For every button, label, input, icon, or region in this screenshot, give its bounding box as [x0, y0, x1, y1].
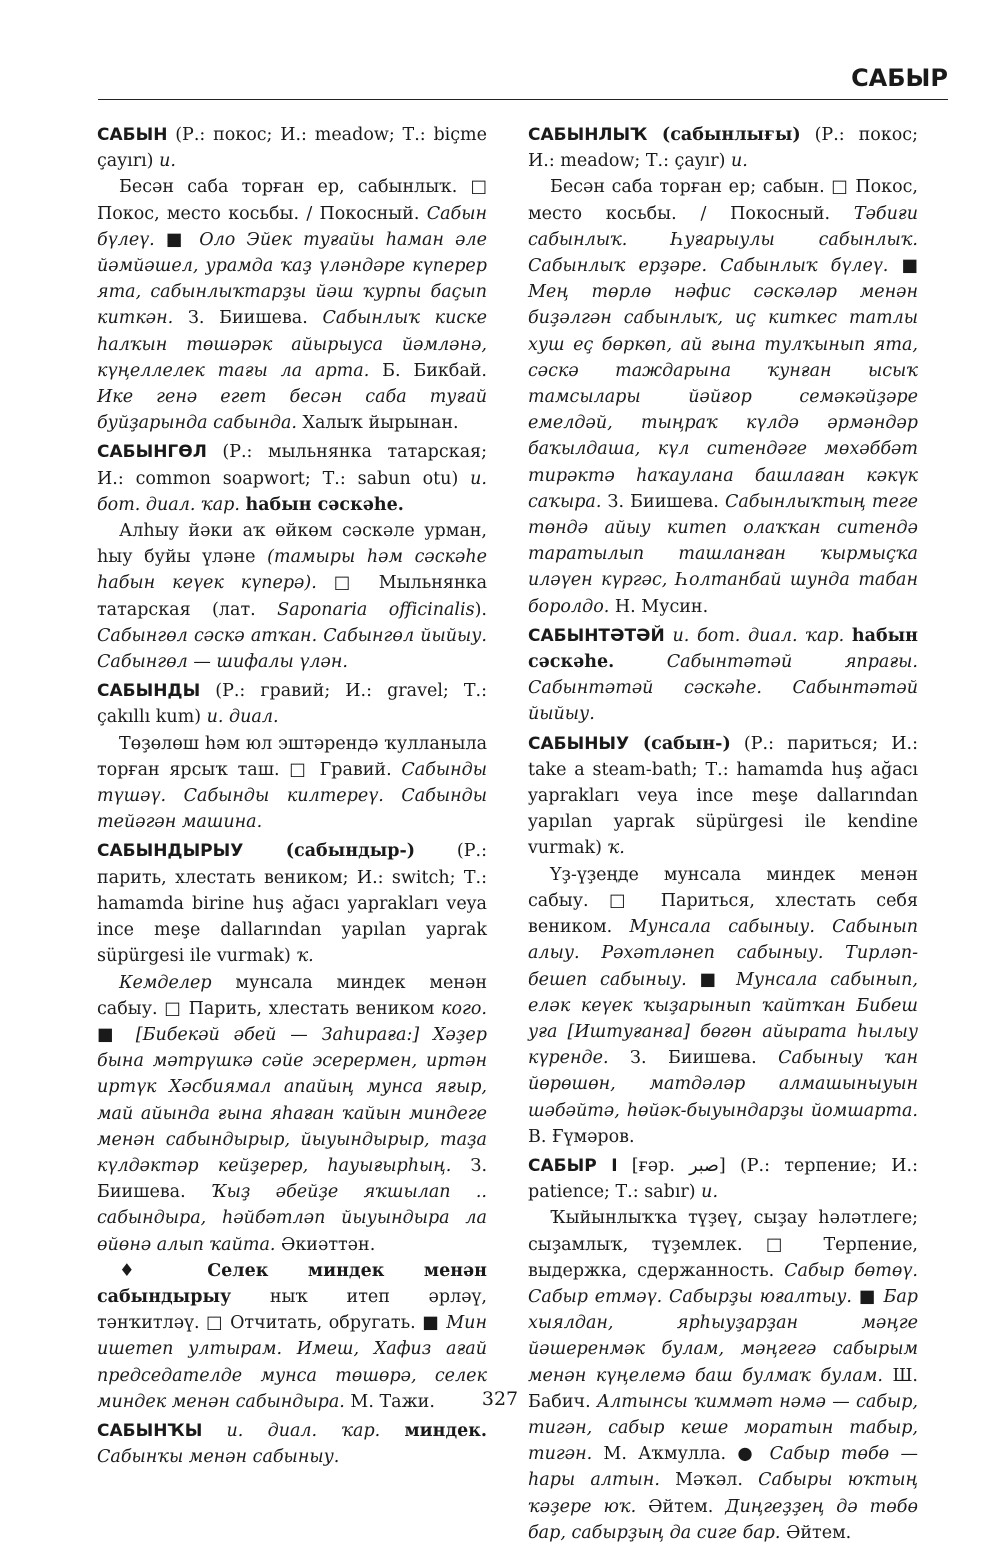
- stem-form: (сабынлығы): [647, 125, 801, 145]
- entry-head: [528, 1153, 918, 1205]
- source: Ш. Бабич.: [528, 1365, 918, 1412]
- entry-head: [97, 678, 487, 730]
- source: В. Ғүмәров.: [528, 1126, 635, 1147]
- headword: САБЫНЫУ: [528, 733, 630, 754]
- entry-sabynky: [97, 1418, 487, 1470]
- entry-sabyndy: [97, 678, 487, 835]
- grammar-label: и. диал. ҡар.: [202, 1420, 405, 1441]
- source: Н. Мусин.: [609, 596, 709, 617]
- source: Әйтем.: [636, 1496, 726, 1517]
- grammar-label: и.: [159, 151, 176, 172]
- header-rule: [98, 99, 948, 100]
- entry-head: [528, 623, 918, 728]
- translations: (Р.: покос; И.: meadow; Т.: çayır): [528, 125, 918, 172]
- square-marker: ■: [888, 256, 918, 277]
- entry-sabyntatay: [528, 623, 918, 728]
- arabic-word: صبر: [689, 1155, 719, 1176]
- quote: Сабыныу ҡан йөрөшөн, матдәләр алмашыныуын шәбәйтә, һөйәк-быуындарҙы йомшарта.: [528, 1048, 918, 1121]
- quote: Алтынсы ҡиммәт нәмә — сабыр, тигән, сабыр кеше моратын табыр, тигән.: [528, 1391, 918, 1465]
- square-marker: ■: [852, 1286, 884, 1307]
- example: Мунсала сабыныу. Сабынып алыу. Рәхәтләнеп сабыныу. Тирләп-бешеп сабыныу.: [528, 917, 918, 990]
- etymology: [ғәр.: [617, 1155, 690, 1176]
- definition: Ҡыйынлыҡҡа түҙеү, сыҙау һәләтлеге; сыҙамлыҡ, түҙемлек. □ Терпение, выдержка, сдержанность.: [528, 1208, 918, 1281]
- entry-body: [97, 518, 487, 675]
- headword: САБЫНТӘТӘЙ: [528, 625, 665, 646]
- definition: Төҙөлөш һәм юл эштәрендә ҡулланыла торған ярсыҡ таш. □ Гравий.: [97, 733, 487, 780]
- quote: Ике генә егет бесән саба туғай буйҙарында сабында.: [97, 387, 487, 434]
- quote: Сабынлыҡ киске һалҡын төшәрәк айырыуса йәмләнә, күңеллелек тағы ла арта.: [97, 308, 487, 381]
- cross-reference: һабын сәскәһе.: [528, 625, 918, 673]
- source: Әкиәттән.: [275, 1234, 376, 1255]
- example: Сабын бүлеү.: [97, 203, 487, 250]
- latin-name: Saponaria officinalis: [277, 599, 475, 620]
- grammar-label: ҡ.: [607, 838, 625, 859]
- definition: мунсала миндек менән сабыу. □ Парить, хлестать веником: [97, 972, 487, 1019]
- entry-head: [528, 122, 918, 174]
- entry-body: [528, 1205, 918, 1546]
- grammar-label: ҡ.: [296, 946, 314, 967]
- definition: Алһыу йәки аҡ өйкөм сәскәле урман, һыу буйы үләне: [97, 521, 487, 568]
- definition: ).: [474, 599, 487, 620]
- source: Әйтем.: [780, 1522, 852, 1543]
- translations: (Р.: париться; И.: take a steam-bath; Т.: hamamda huş ağacı yaprakları veya ince meşe dallarından yapılan yaprak süpürgesi ile kendine vurmak): [528, 733, 918, 859]
- translations: (Р.: парить, хлестать веником; И.: switch; Т.: hamamda birine huş ağacı yaprakları veya ince meşe dallarından yapılan yaprak süpürgesi ile vurmak): [97, 841, 487, 967]
- square-marker: ■: [686, 969, 737, 990]
- proverb: Диңгеҙҙең дә төбө бар, сабырҙың да сиге бар.: [528, 1496, 918, 1543]
- example: Тәбиғи сабынлыҡ. Һуғарыулы сабынлыҡ. Сабынлыҡ ерҙәре. Сабынлыҡ бүлеү.: [528, 203, 918, 277]
- translations: ] (Р.: терпение; И.: patience; Т.: sabır): [528, 1155, 918, 1203]
- source: З. Биишева.: [173, 308, 323, 329]
- bullet-icon: ●: [737, 1444, 770, 1465]
- square-marker: ■: [415, 1313, 447, 1334]
- entry-head: [97, 439, 487, 518]
- grammar-label: и.: [701, 1182, 719, 1203]
- page-number: 327: [481, 1388, 519, 1410]
- source: З. Биишева.: [97, 1155, 488, 1203]
- example: Сабынгөл сәскә атҡан. Сабынгөл йыйыу. Сабынгөл — шифалы үлән.: [97, 625, 487, 673]
- quote: Бар хыялдан, ярһыуҙарҙан мәңге йәшеренмәк булам, мәңгегә сабырым менән күңелемә баш булмаҡ булам.: [528, 1286, 918, 1386]
- stem-form: (сабындыр-): [243, 841, 416, 862]
- entry-sabynyu: [528, 731, 918, 1150]
- right-column: [528, 122, 918, 1549]
- headword: САБЫНДЫ: [97, 681, 201, 702]
- quote: Мин ишетеп ултырам. Имеш, Хафиз ағай председателде мунса төшөрә, селек миндек менән сабындыра.: [97, 1313, 487, 1412]
- headword: САБЫНҠЫ: [97, 1420, 203, 1441]
- entry-body: [528, 174, 918, 619]
- stem-form: (сабын-): [629, 733, 731, 754]
- diamond-icon: ♦: [119, 1260, 208, 1281]
- source: М. Аҡмулла.: [592, 1444, 738, 1465]
- proverb: Сабыры юҡтың ҡәҙере юҡ.: [528, 1470, 918, 1517]
- proverb: Сабыр төбө — һары алтын.: [528, 1444, 918, 1491]
- entry-head: [97, 838, 487, 969]
- entry-head: [97, 1418, 487, 1470]
- quote: Оло Эйек туғайы һаман әле йәмйәшел, урамда ҡаҙ үләндәре күперер ята, сабынлыҡтарҙы йәш ҡурпы баҫып киткән.: [97, 229, 487, 329]
- quote: Мунсала сабынып, еләк кеүек ҡыҙарынып ҡайтҡан Бибеш уға [Иштуғанға] бөгөн айырата һылыу күренде.: [528, 969, 918, 1069]
- example: кого.: [441, 998, 487, 1019]
- entry-sabyr: [528, 1153, 918, 1546]
- entry-body: [97, 174, 487, 436]
- entry-body: [528, 862, 918, 1150]
- cross-reference: миндек.: [404, 1420, 487, 1441]
- grammar-label: и. бот. диал. ҡар.: [97, 468, 487, 515]
- definition-note: (тамыры һәм сәскәһе һабын кеүек күперә).: [97, 547, 487, 594]
- example: Сабынтәтәй япрағы. Сабынтәтәй сәскәһе. Сабынтәтәй йыйыу.: [528, 652, 918, 725]
- definition: Бесән саба торған ер, сабынлыҡ. □ Покос, место косьбы. / Покосный.: [97, 177, 487, 224]
- source: Мәҡәл.: [659, 1470, 759, 1491]
- source: М. Тажи.: [344, 1391, 435, 1412]
- entry-body: [97, 970, 487, 1258]
- grammar-label: и. диал.: [206, 707, 279, 728]
- entry-head: [97, 122, 487, 174]
- left-column: [97, 122, 487, 1473]
- square-marker: ■: [154, 229, 200, 250]
- square-marker: ■: [97, 1024, 136, 1045]
- entry-head: [528, 731, 918, 862]
- headword: САБЫНДЫРЫУ: [97, 841, 244, 862]
- headword: САБЫН: [97, 125, 168, 145]
- entry-sabyn: [97, 122, 487, 436]
- grammar-label: и.: [731, 151, 748, 172]
- headword: САБЫНГӨЛ: [97, 442, 207, 463]
- example: Сабыр бөтөү. Сабыр етмәү. Сабырҙы юғалтыу.: [528, 1260, 918, 1307]
- translations: (Р.: покос; И.: meadow; Т.: biçme çayırı): [97, 125, 487, 172]
- source: Халыҡ йырынан.: [296, 413, 459, 434]
- quote: Мең төрлө нәфис сәскәләр менән биҙәлгән сабынлыҡ, иҫ киткес татлы хуш еҫ бөркөп, ай ғына тулҡынып ята, сәскә таждарына ҡунған ысыҡ тамсылары йәйғор семәкәйҙәре емелдәй, тыңраҡ күлдә әрмәндәр баҡылдаша, күл ситендәге мөхәббәт тирәктә һаҡаулана башлаған кәкүк саҡыра.: [528, 282, 918, 512]
- source: З. Биишева.: [601, 491, 725, 512]
- example: Сабынды түшәү. Сабынды килтереү. Сабынды тейәгән машина.: [97, 759, 487, 833]
- running-head: САБЫР: [851, 64, 948, 92]
- definition: Бесән саба торған ер; сабын. □ Покос, место косьбы. / Покосный.: [528, 177, 918, 224]
- headword: САБЫНЛЫҠ: [528, 125, 648, 145]
- example: Кемделер: [119, 972, 212, 993]
- translations: (Р.: мыльнянка татарская; И.: common soapwort; Т.: sabun otu): [97, 442, 487, 489]
- grammar-label: и. бот. диал. ҡар.: [664, 625, 852, 646]
- idiom: Селек миндек менән сабындырыу: [97, 1260, 487, 1307]
- entry-sabyngol: [97, 439, 487, 675]
- source: З. Биишева.: [608, 1048, 779, 1069]
- idiom-definition: ныҡ итеп әрләү, тәнҡитләү. □ Отчитать, обругать.: [97, 1286, 487, 1334]
- quote: Ҡыҙ әбейҙе яҡшылап .. сабындыра, һәйбәтләп йыуындыра ла өйөнә алып ҡайта.: [97, 1182, 487, 1255]
- entry-body: [97, 731, 487, 836]
- source: Б. Бикбай.: [369, 360, 487, 381]
- example: Сабынҡы менән сабыныу.: [97, 1447, 340, 1468]
- definition: □ Мыльнянка татарская (лат.: [97, 573, 487, 620]
- headword: САБЫР I: [528, 1155, 618, 1176]
- definition: Үҙ-үҙеңде мунсала миндек менән сабыу. □ Париться, хлестать себя веником.: [528, 864, 918, 938]
- entry-sabyndyryu: [97, 838, 487, 1414]
- cross-reference: һабын сәскәһе.: [245, 494, 404, 515]
- page-header: [98, 64, 948, 98]
- quote: [Бибекәй әбей — Заһираға:] Хәҙер бына мәтрүшкә сәйе эсерермен, иртән иртүк Хәсбиямал апайың мунса яғыр, май айында ғына яһаған ҡайын миндеге менән сабындырыр, йыуындырыр, таҙа күлдәктәр кейҙерер, һауығырһың.: [97, 1024, 487, 1176]
- translations: (Р.: гравий; И.: gravel; Т.: çakıllı kum): [97, 681, 487, 728]
- entry-sabynlyk: [528, 122, 918, 620]
- quote: Сабынлыҡтың теге төндә айыу китеп олаҡҡан ситендә таратылып ташланған ҡырмыҫҡа иләүен күргәс, Һолтанбай шунда табан боролдо.: [528, 491, 918, 617]
